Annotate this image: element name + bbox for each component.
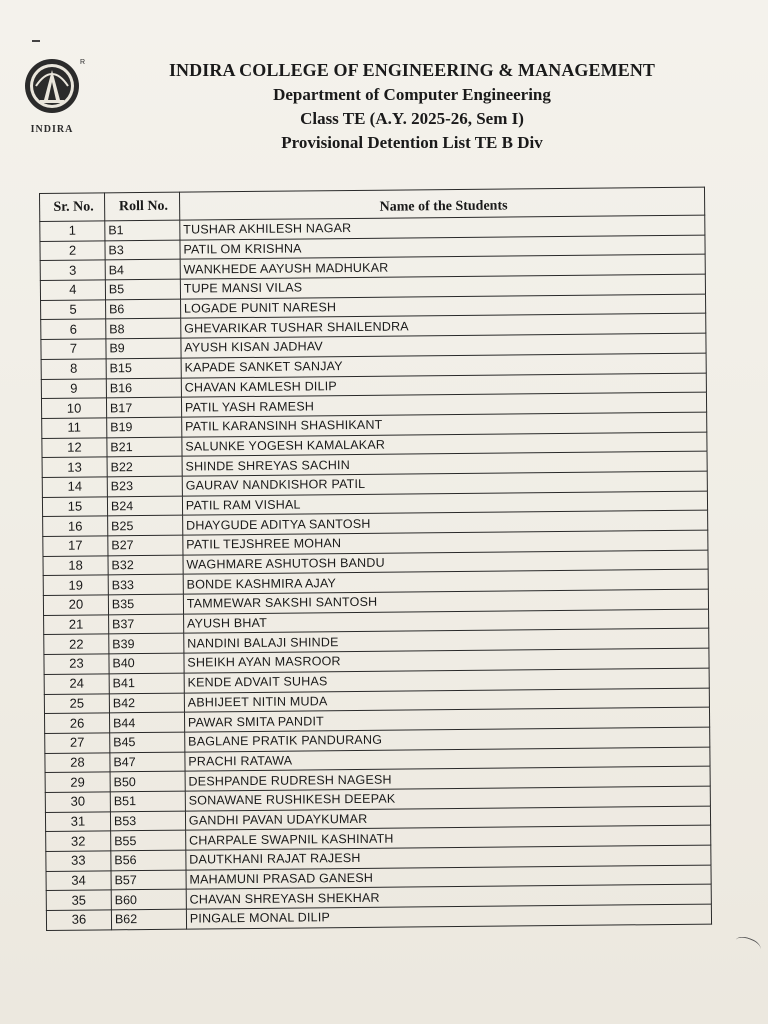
sr-no-header: Sr. No. [40,193,105,222]
student-name-cell: KAPADE SANKET SANJAY [181,353,706,378]
sr-no-cell: 36 [46,910,111,930]
student-name-cell: CHARPALE SWAPNIL KASHINATH [185,825,710,850]
roll-no-cell: B4 [105,260,180,280]
student-name-cell: PRACHI RATAWA [185,747,710,772]
student-name-cell: BAGLANE PRATIK PANDURANG [185,727,710,752]
sr-no-cell: 26 [44,713,109,733]
sr-no-cell: 23 [44,654,109,674]
sr-no-cell: 16 [43,516,108,536]
sr-no-cell: 32 [46,831,111,851]
student-name-cell: ABHIJEET NITIN MUDA [184,688,709,713]
sr-no-cell: 12 [42,437,107,457]
roll-no-cell: B53 [110,811,185,831]
student-name-cell: WAGHMARE ASHUTOSH BANDU [183,550,708,575]
roll-no-cell: B39 [109,634,184,654]
roll-no-cell: B15 [106,358,181,378]
sr-no-cell: 30 [45,792,110,812]
student-name-cell: AYUSH KISAN JADHAV [181,333,706,358]
student-name-cell: SALUNKE YOGESH KAMALAKAR [182,432,707,457]
student-name-cell: PATIL YASH RAMESH [181,392,706,417]
sr-no-cell: 9 [41,378,106,398]
student-name-cell: SHINDE SHREYAS SACHIN [182,451,707,476]
sr-no-cell: 29 [45,772,110,792]
sr-no-cell: 17 [43,536,108,556]
sr-no-cell: 20 [43,595,108,615]
student-name-cell: PINGALE MONAL DILIP [186,904,711,929]
roll-no-cell: B1 [105,220,180,240]
student-name-cell: SONAWANE RUSHIKESH DEEPAK [185,786,710,811]
student-name-cell: PATIL TEJSHREE MOHAN [183,530,708,555]
sr-no-cell: 28 [45,752,110,772]
roll-no-cell: B16 [106,378,181,398]
roll-no-cell: B3 [105,240,180,260]
student-name-cell: GANDHI PAVAN UDAYKUMAR [185,806,710,831]
sr-no-cell: 4 [40,280,105,300]
student-name-cell: KENDE ADVAIT SUHAS [184,668,709,693]
college-logo-icon [22,52,88,138]
roll-no-cell: B55 [111,830,186,850]
roll-no-cell: B62 [111,909,186,929]
sr-no-cell: 27 [45,733,110,753]
roll-no-cell: B21 [107,437,182,457]
student-name-cell: BONDE KASHMIRA AJAY [183,569,708,594]
student-name-cell: GHEVARIKAR TUSHAR SHAILENDRA [181,314,706,339]
roll-no-cell: B6 [105,299,180,319]
sr-no-cell: 34 [46,871,111,891]
sr-no-cell: 14 [42,477,107,497]
student-name-cell: GAURAV NANDKISHOR PATIL [182,471,707,496]
student-name-cell: AYUSH BHAT [183,609,708,634]
department-name: Department of Computer Engineering [273,85,551,104]
sr-no-cell: 35 [46,890,111,910]
roll-no-cell: B45 [110,732,185,752]
roll-no-cell: B17 [106,397,181,417]
roll-no-cell: B40 [109,653,184,673]
sr-no-cell: 3 [40,260,105,280]
sr-no-cell: 1 [40,221,105,241]
sr-no-cell: 6 [41,319,106,339]
roll-no-cell: B35 [108,594,183,614]
student-name-cell: TAMMEWAR SAKSHI SANTOSH [183,589,708,614]
sr-no-cell: 10 [41,398,106,418]
roll-no-cell: B42 [109,693,184,713]
roll-no-cell: B37 [108,614,183,634]
sr-no-cell: 31 [45,811,110,831]
registered-mark: R [80,59,86,66]
student-name-cell: WANKHEDE AAYUSH MADHUKAR [180,254,705,279]
sr-no-cell: 11 [42,418,107,438]
sr-no-cell: 13 [42,457,107,477]
sr-no-cell: 2 [40,241,105,261]
sr-no-cell: 15 [42,496,107,516]
sr-no-cell: 7 [41,339,106,359]
roll-no-cell: B23 [107,476,182,496]
sr-no-cell: 24 [44,674,109,694]
student-name-header: Name of the Students [179,187,704,220]
roll-no-cell: B57 [111,870,186,890]
roll-no-cell: B32 [108,555,183,575]
sr-no-cell: 33 [46,851,111,871]
student-name-cell: CHAVAN SHREYASH SHEKHAR [186,884,711,909]
student-name-cell: TUPE MANSI VILAS [180,274,705,299]
roll-no-cell: B25 [108,515,183,535]
roll-no-cell: B24 [107,496,182,516]
college-name: INDIRA COLLEGE OF ENGINEERING & MANAGEMENT [168,60,656,80]
student-name-cell: DHAYGUDE ADITYA SANTOSH [182,510,707,535]
roll-no-cell: B8 [106,319,181,339]
student-name-cell: PATIL KARANSINH SHASHIKANT [182,412,707,437]
student-name-cell: PATIL OM KRISHNA [180,235,705,260]
roll-no-cell: B27 [108,535,183,555]
detention-table [39,187,712,931]
roll-no-cell: B33 [108,575,183,595]
roll-no-cell: B5 [105,279,180,299]
roll-no-cell: B9 [106,338,181,358]
student-name-cell: NANDINI BALAJI SHINDE [184,629,709,654]
document-header [100,60,700,153]
student-name-cell: MAHAMUNI PRASAD GANESH [186,865,711,890]
roll-no-cell: B51 [110,791,185,811]
class-info: Class TE (A.Y. 2025-26, Sem I) [300,109,524,128]
student-name-cell: PATIL RAM VISHAL [182,491,707,516]
sr-no-cell: 5 [41,300,106,320]
roll-no-cell: B41 [109,673,184,693]
table-body [40,215,712,930]
student-name-cell: PAWAR SMITA PANDIT [184,707,709,732]
logo-text: INDIRA [30,124,74,135]
roll-no-cell: B22 [107,456,182,476]
sr-no-cell: 21 [44,615,109,635]
sr-no-cell: 18 [43,556,108,576]
pen-mark [32,40,40,42]
roll-no-header: Roll No. [104,192,179,221]
student-name-cell: LOGADE PUNIT NARESH [180,294,705,319]
roll-no-cell: B56 [111,850,186,870]
sr-no-cell: 8 [41,359,106,379]
student-name-cell: SHEIKH AYAN MASROOR [184,648,709,673]
roll-no-cell: B60 [111,889,186,909]
sr-no-cell: 25 [44,693,109,713]
sr-no-cell: 22 [44,634,109,654]
roll-no-cell: B19 [107,417,182,437]
student-name-cell: CHAVAN KAMLESH DILIP [181,373,706,398]
roll-no-cell: B50 [110,771,185,791]
list-title: Provisional Detention List TE B Div [281,133,543,152]
roll-no-cell: B47 [110,752,185,772]
student-name-cell: DESHPANDE RUDRESH NAGESH [185,766,710,791]
sr-no-cell: 19 [43,575,108,595]
roll-no-cell: B44 [109,712,184,732]
student-name-cell: DAUTKHANI RAJAT RAJESH [186,845,711,870]
student-name-cell: TUSHAR AKHILESH NAGAR [180,215,705,240]
